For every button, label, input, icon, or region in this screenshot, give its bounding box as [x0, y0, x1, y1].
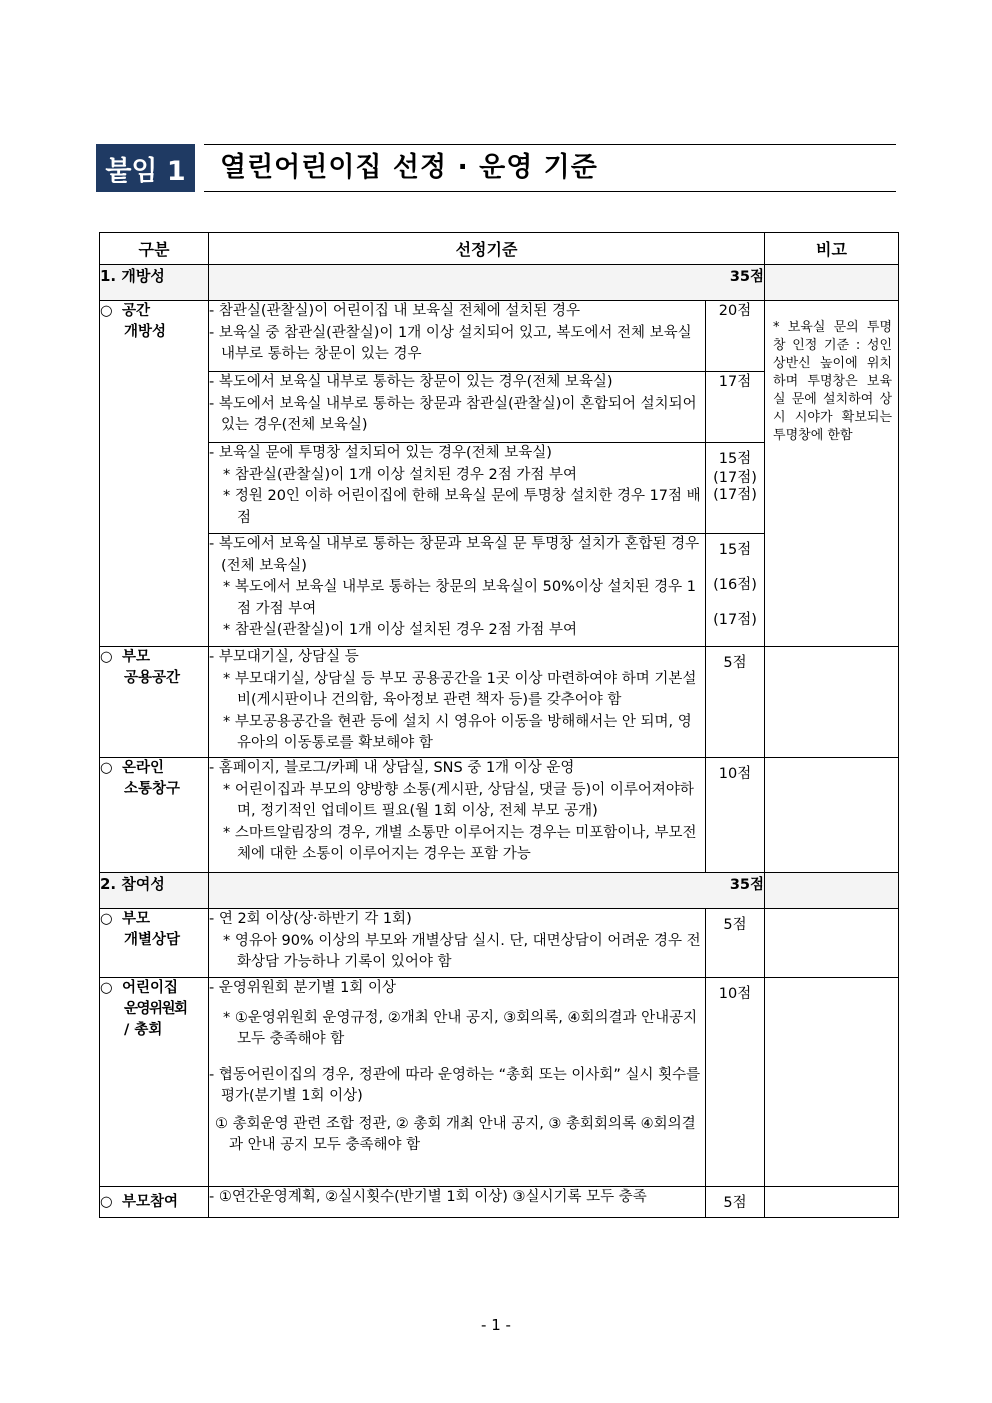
table-row	[100, 758, 899, 873]
score-cell: 10점	[706, 978, 765, 1187]
criteria-cell: - 복도에서 보육실 내부로 통하는 창문이 있는 경우(전체 보육실) - 복도에서 보육실 내부로 통하는 창문과 참관실(관찰실)이 혼합되어 설치되어 있는 경우(전체 보육실)	[209, 372, 706, 443]
table-row	[100, 301, 899, 372]
criteria-cell: - 복도에서 보육실 내부로 통하는 창문과 보육실 문 투명창 설치가 혼합된 경우(전체 보육실) * 복도에서 보육실 내부로 통하는 창문의 보육실이 50%이상 설치된 경우 1점 가점 부여 * 참관실(관찰실)이 1개 이상 설치된 경우 2점 가점 부여	[209, 534, 706, 647]
attachment-badge: 붙임 1	[96, 144, 195, 192]
col-header-criteria: 선정기준	[209, 233, 765, 265]
circle-bullet-icon: ○	[100, 760, 113, 776]
section-score: 35점	[209, 265, 765, 301]
col-header-category: 구분	[100, 233, 209, 265]
page-number: - 1 -	[481, 1316, 511, 1334]
note-cell	[765, 978, 899, 1187]
note-cell	[765, 758, 899, 873]
table-row	[100, 647, 899, 758]
criteria-cell: - 홈페이지, 블로그/카페 내 상담실, SNS 중 1개 이상 운영 * 어린이집과 부모의 양방향 소통(게시판, 상담실, 댓글 등)이 이루어져야하며, 정기적인 업데이트 필요(월 1회 이상, 전체 부모 공개) * 스마트알림장의 경우, 개별 소통만 이루어지는 경우는 미포함이나, 부모전체에 대한 소통이 이루어지는 경우는 포함 가능	[209, 758, 706, 873]
score-cell: 15점 (16점) (17점)	[706, 534, 765, 647]
document-header	[96, 144, 896, 192]
score-cell: 20점	[706, 301, 765, 372]
section-row	[100, 265, 899, 301]
header-bottom-rule	[204, 191, 896, 192]
table-row	[100, 909, 899, 978]
score-cell: 5점	[706, 647, 765, 758]
category-cell: ○ 부모 공용공간	[100, 647, 209, 758]
table-header-row	[100, 233, 899, 265]
note-cell	[765, 647, 899, 758]
score-cell: 5점	[706, 1187, 765, 1218]
criteria-cell: - 운영위원회 분기별 1회 이상 * ①운영위원회 운영규정, ②개최 안내 공지, ③회의록, ④회의결과 안내공지 모두 충족해야 함 - 협동어린이집의 경우, 정관에 따라 운영하는 “총회 또는 이사회” 실시 횟수를 평가(분기별 1회 이상) ① 총회운영 관련 조합 정관, ② 총회 개최 안내 공지, ③ 총회회의록 ④회의결과 안내 공지 모두 충족해야 함	[209, 978, 706, 1187]
circle-bullet-icon: ○	[100, 1193, 113, 1210]
section-title: 1. 개방성	[100, 265, 209, 301]
criteria-cell: - 참관실(관찰실)이 어린이집 내 보육실 전체에 설치된 경우 - 보육실 중 참관실(관찰실)이 1개 이상 설치되어 있고, 복도에서 전체 보육실 내부로 통하는 창문이 있는 경우	[209, 301, 706, 372]
score-cell: 15점 (17점) (17점)	[706, 443, 765, 534]
criteria-cell: - 부모대기실, 상담실 등 * 부모대기실, 상담실 등 부모 공용공간을 1곳 이상 마련하여야 하며 기본설비(게시판이나 건의함, 육아정보 관련 책자 등)를 갖추어야 함 * 부모공용공간을 현관 등에 설치 시 영유아 이동을 방해해서는 안 되며, 영유아의 이동통로를 확보해야 함	[209, 647, 706, 758]
section-score: 35점	[209, 873, 765, 909]
category-cell: ○ 온라인 소통창구	[100, 758, 209, 873]
note-cell	[765, 1187, 899, 1218]
note-cell: * 보육실 문의 투명창 인정 기준 : 성인 상반신 높이에 위치하며 투명창은 보육실 문에 설치하여 상시 시야가 확보되는 투명창에 한함	[765, 301, 899, 647]
score-cell: 10점	[706, 758, 765, 873]
criteria-table	[99, 232, 899, 1218]
circle-bullet-icon: ○	[100, 980, 113, 996]
col-header-note: 비고	[765, 233, 899, 265]
category-cell: ○ 공간 개방성	[100, 301, 209, 647]
category-cell: ○ 부모참여	[100, 1187, 209, 1218]
criteria-cell: - 보육실 문에 투명창 설치되어 있는 경우(전체 보육실) * 참관실(관찰실)이 1개 이상 설치된 경우 2점 가점 부여 * 정원 20인 이하 어린이집에 한해 보육실 문에 투명창 설치한 경우 17점 배점	[209, 443, 706, 534]
category-cell: ○ 어린이집 운영위원회 / 총회	[100, 978, 209, 1187]
circle-bullet-icon: ○	[100, 911, 113, 927]
score-cell: 5점	[706, 909, 765, 978]
section-row	[100, 873, 899, 909]
category-cell: ○ 부모 개별상담	[100, 909, 209, 978]
table-row	[100, 978, 899, 1187]
section-title: 2. 참여성	[100, 873, 209, 909]
circle-bullet-icon: ○	[100, 303, 113, 319]
score-cell: 17점	[706, 372, 765, 443]
criteria-cell: - ①연간운영계획, ②실시횟수(반기별 1회 이상) ③실시기록 모두 충족	[209, 1187, 706, 1218]
circle-bullet-icon: ○	[100, 649, 113, 665]
note-cell	[765, 909, 899, 978]
table-row	[100, 1187, 899, 1218]
document-title: 열린어린이집 선정 · 운영 기준	[220, 152, 598, 183]
criteria-cell: - 연 2회 이상(상·하반기 각 1회) * 영유아 90% 이상의 부모와 개별상담 실시. 단, 대면상담이 어려운 경우 전화상담 가능하나 기록이 있어야 함	[209, 909, 706, 978]
